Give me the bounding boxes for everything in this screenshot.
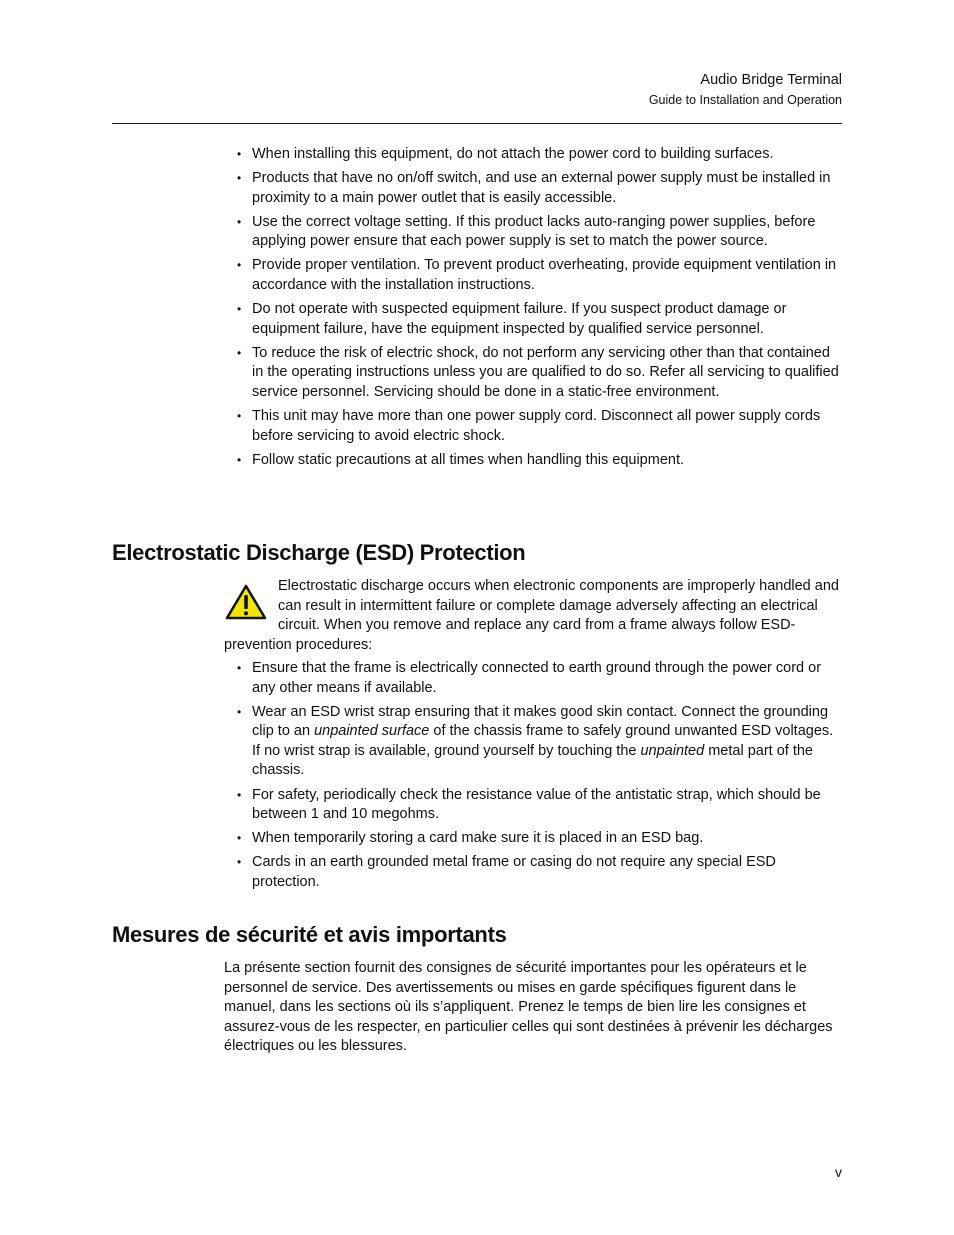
esd-intro-paragraph xyxy=(224,577,840,655)
list-item: • Ensure that the frame is electrically connected to earth ground through the power cord or any other means if available. xyxy=(224,659,842,698)
list-item: • Wear an ESD wrist strap ensuring that it makes good skin contact. Connect the grounding clip to an unpainted surface of the chassis frame to safely ground unwanted ESD voltages. If no wrist strap is available, ground yourself by touching the unpainted metal part of the chassis. xyxy=(224,703,842,781)
esd-bullet-list xyxy=(224,659,842,897)
esd-heading: Electrostatic Discharge (ESD) Protection xyxy=(112,540,526,565)
list-item: • Follow static precautions at all times when handling this equipment. xyxy=(224,451,842,471)
safety-bullet-list xyxy=(224,145,842,475)
page-number: v xyxy=(835,1164,842,1180)
running-header-title: Audio Bridge Terminal xyxy=(700,72,842,88)
french-safety-heading: Mesures de sécurité et avis importants xyxy=(112,922,507,947)
list-item: • Provide proper ventilation. To prevent product overheating, provide equipment ventilation in accordance with the installation instructions. xyxy=(224,256,842,295)
list-item: • Do not operate with suspected equipment failure. If you suspect product damage or equipment failure, have the equipment inspected by qualified service personnel. xyxy=(224,300,842,339)
emphasis-unpainted: unpainted xyxy=(640,742,705,759)
emphasis-unpainted-surface: unpainted surface xyxy=(314,723,430,740)
list-item: • To reduce the risk of electric shock, do not perform any servicing other than that contained in the operating instructions unless you are qualified to do so. Refer all servicing to qualified service personnel. Servicing should be done in a static-free environment. xyxy=(224,344,842,403)
list-item: • When temporarily storing a card make sure it is placed in an ESD bag. xyxy=(224,829,842,849)
list-item: • Cards in an earth grounded metal frame or casing do not require any special ESD protection. xyxy=(224,853,842,892)
running-header-subtitle: Guide to Installation and Operation xyxy=(648,93,842,107)
list-item: • This unit may have more than one power supply cord. Disconnect all power supply cords before servicing to avoid electric shock. xyxy=(224,407,842,446)
esd-intro-text: Electrostatic discharge occurs when electronic components are improperly handled and can result in intermittent failure or complete damage adversely affecting an electrical circuit. When you remove and replace any card from a frame always follow ESD-prevention procedures: xyxy=(224,578,839,653)
list-item: • When installing this equipment, do not attach the power cord to building surfaces. xyxy=(224,145,842,165)
list-item: • Use the correct voltage setting. If this product lacks auto-ranging power supplies, before applying power ensure that each power supply is set to match the power source. xyxy=(224,213,842,252)
french-intro-paragraph: La présente section fournit des consignes de sécurité importantes pour les opérateurs et le personnel de service. Des avertissements ou mises en garde spécifiques figurent dans le manuel, dans les sections où ils s’appliquent. Prenez le temps de bien lire les consignes et assurez-vous de les respecter, en particulier celles qui sont destinées à prévenir les décharges électriques ou les blessures. xyxy=(224,960,833,1055)
list-item: • Products that have no on/off switch, and use an external power supply must be installed in proximity to a main power outlet that is easily accessible. xyxy=(224,169,842,208)
header-rule xyxy=(112,123,842,124)
list-item: • For safety, periodically check the resistance value of the antistatic strap, which should be between 1 and 10 megohms. xyxy=(224,786,842,825)
